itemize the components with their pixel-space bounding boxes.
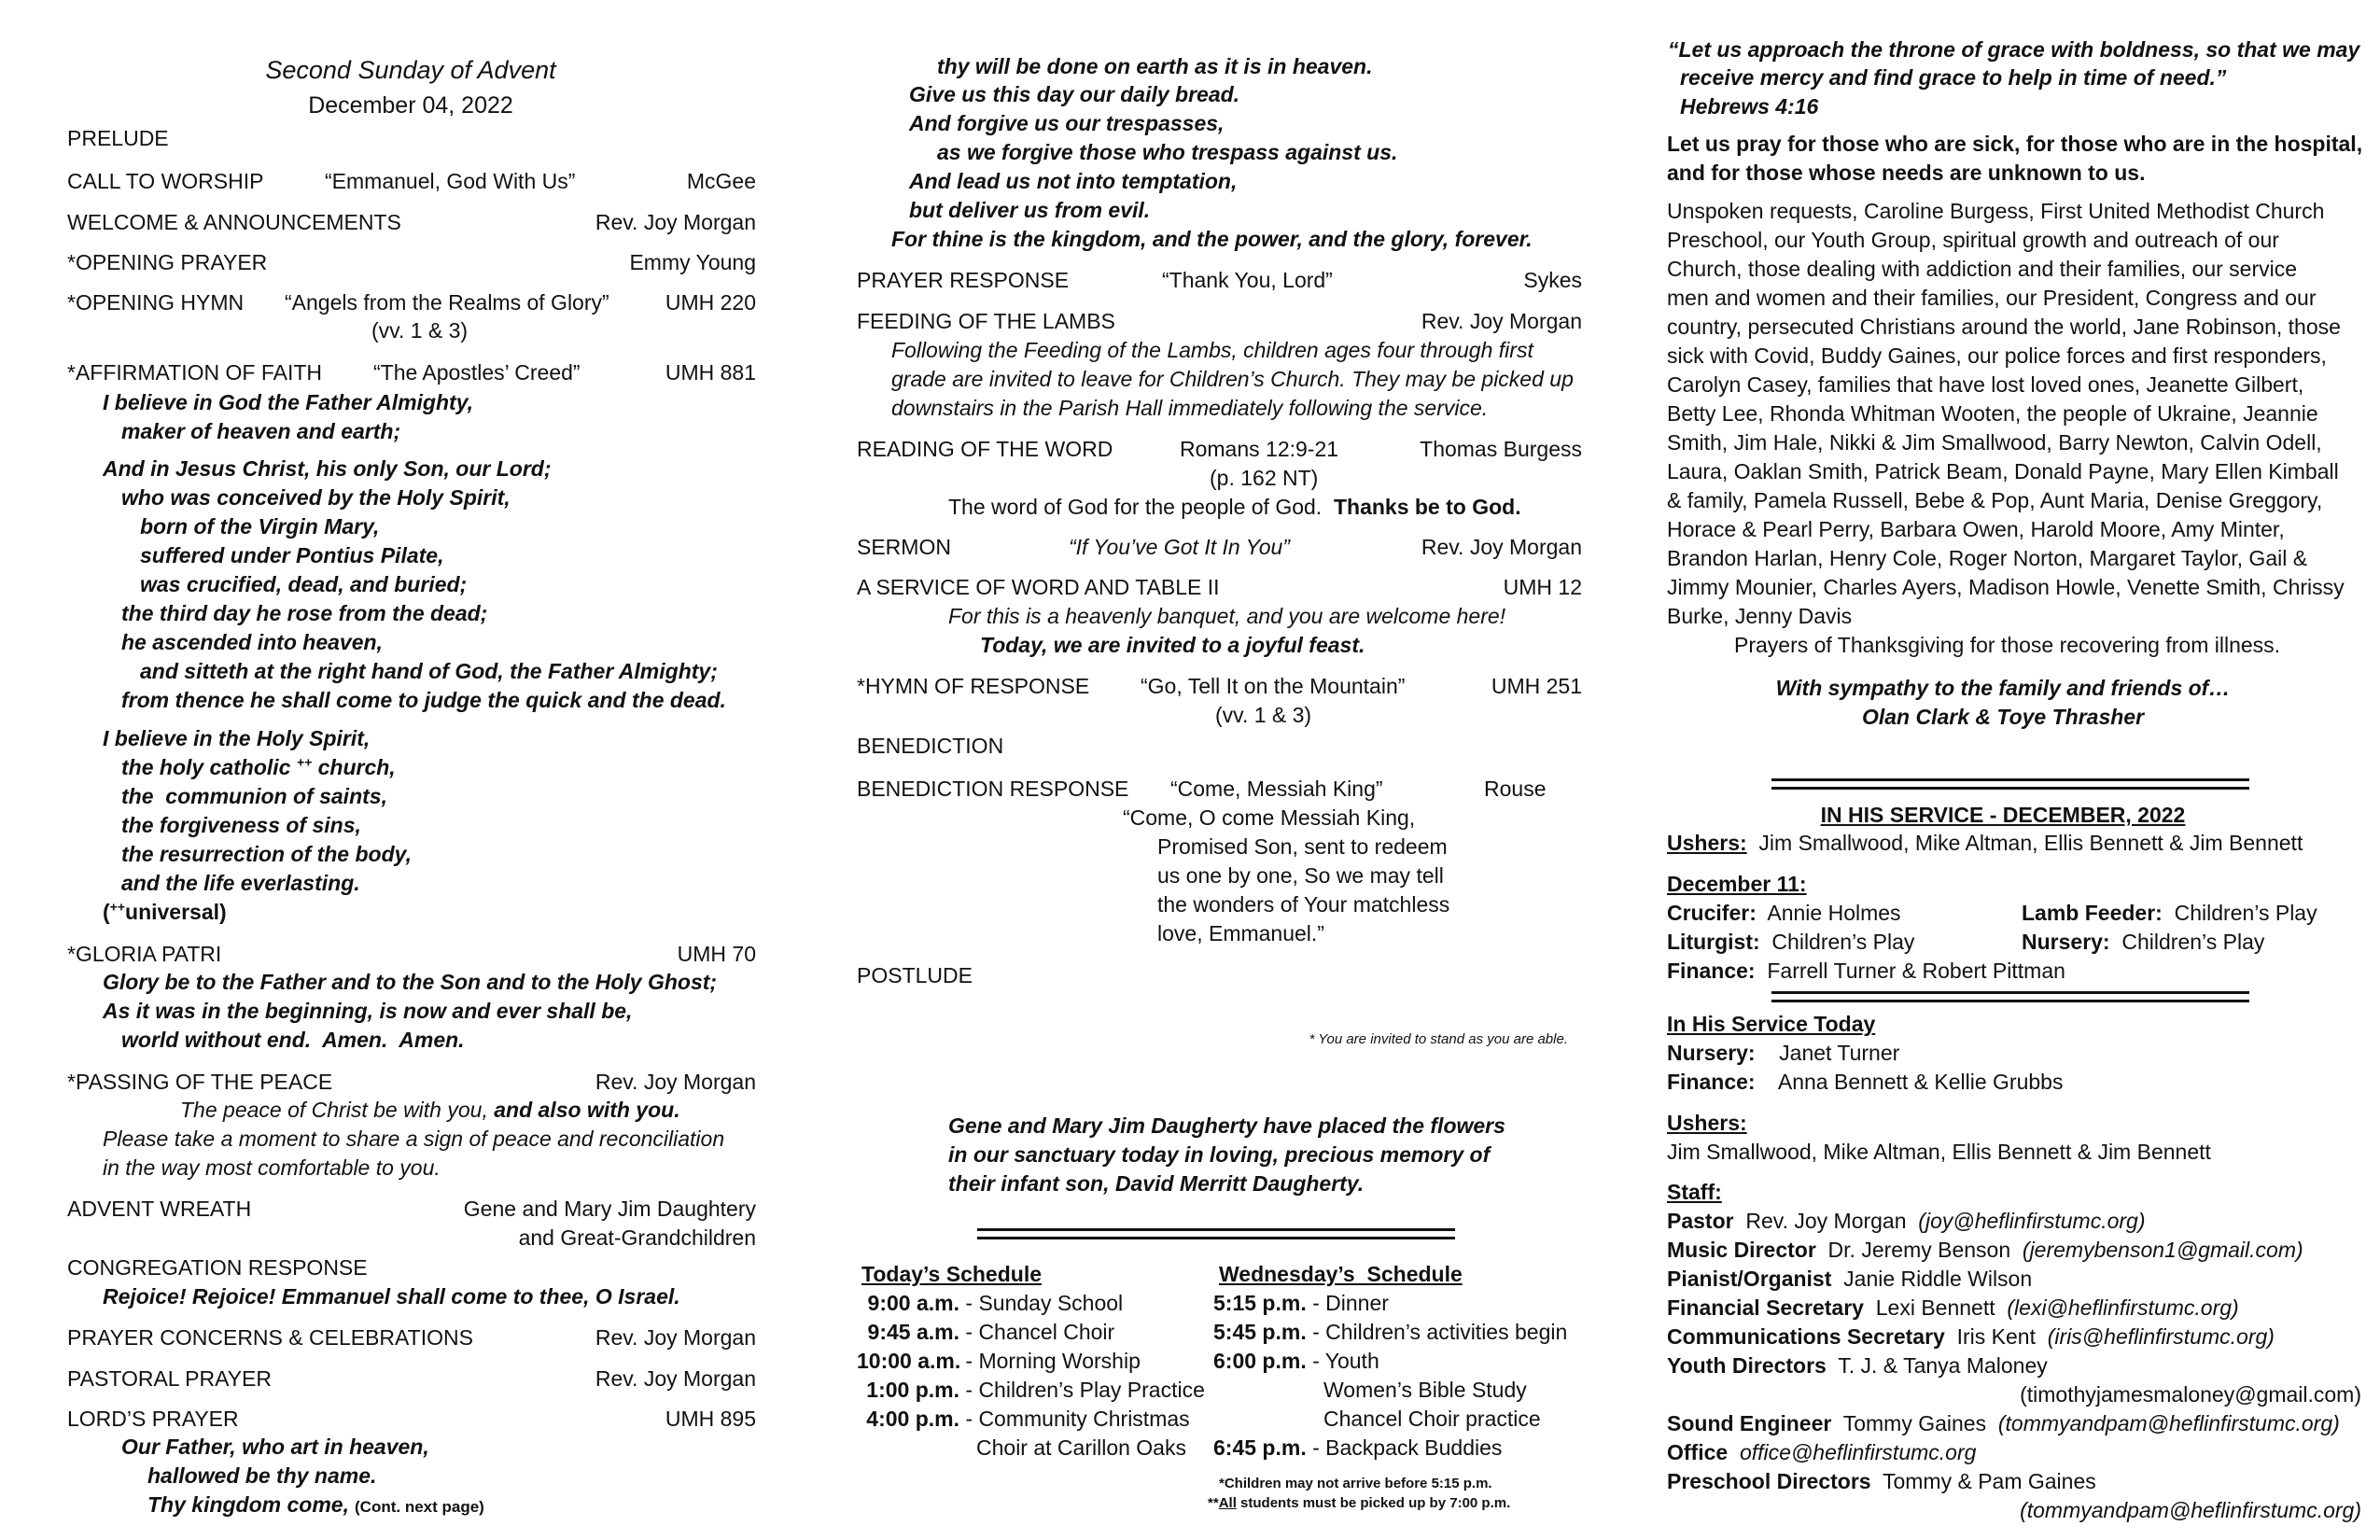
word-table-ref: UMH 12 bbox=[1503, 575, 1582, 599]
prelude-label: PRELUDE bbox=[67, 126, 169, 150]
prayer-request-line: & family, Pamela Russell, Bebe & Pop, Aunt Maria, Denise Greggory, bbox=[1667, 488, 2323, 512]
schedule-item: 4:00 p.m. - Community Christmas bbox=[866, 1407, 1190, 1431]
creed-line: I believe in God the Father Almighty, bbox=[103, 390, 474, 414]
congregation-response-text: Rejoice! Rejoice! Emmanuel shall come to thee, O Israel. bbox=[103, 1284, 680, 1309]
creed-line: the resurrection of the body, bbox=[121, 842, 412, 866]
prayer-response-title: “Thank You, Lord” bbox=[1162, 268, 1333, 292]
schedule-item: Women’s Bible Study bbox=[1323, 1378, 1527, 1402]
lords-prayer-line: hallowed be thy name. bbox=[147, 1463, 377, 1488]
lords-prayer-line: And forgive us our trespasses, bbox=[909, 111, 1225, 135]
prayer-request-line: Preschool, our Youth Group, spiritual growth and outreach of our bbox=[1667, 228, 2279, 252]
prayer-request-line: sick with Covid, Buddy Gaines, our police forces and first responders, bbox=[1667, 343, 2327, 368]
welcome-label: WELCOME & ANNOUNCEMENTS bbox=[67, 210, 401, 234]
schedule-item: 1:00 p.m. - Children’s Play Practice bbox=[866, 1378, 1205, 1402]
prayer-request-line: men and women and their families, our President, Congress and our bbox=[1667, 286, 2317, 310]
creed-line: And in Jesus Christ, his only Son, our Lord; bbox=[103, 456, 552, 481]
lamb-feeder-line: Lamb Feeder: Children’s Play bbox=[2022, 901, 2317, 925]
prayer-request-line: Smith, Jim Hale, Nikki & Jim Smallwood, Barry Newton, Calvin Odell, bbox=[1667, 430, 2322, 455]
reading-label: READING OF THE WORD bbox=[857, 437, 1113, 461]
hymn-response-verses: (vv. 1 & 3) bbox=[1215, 703, 1312, 727]
concerns-by: Rev. Joy Morgan bbox=[595, 1325, 756, 1350]
prayer-request-line: Unspoken requests, Caroline Burgess, First United Methodist Church bbox=[1667, 199, 2325, 223]
affirmation-label: *AFFIRMATION OF FAITH bbox=[67, 360, 323, 385]
finance-line: Finance: Farrell Turner & Robert Pittman bbox=[1667, 959, 2065, 983]
call-to-worship-title: “Emmanuel, God With Us” bbox=[325, 169, 576, 193]
opening-hymn-label: *OPENING HYMN bbox=[67, 290, 245, 315]
creed-line: born of the Virgin Mary, bbox=[140, 514, 380, 539]
affirmation-title: “The Apostles’ Creed” bbox=[373, 360, 581, 385]
creed-line: suffered under Pontius Pilate, bbox=[140, 543, 444, 567]
prayer-response-label: PRAYER RESPONSE bbox=[857, 268, 1070, 292]
prayer-request-line: Betty Lee, Rhonda Whitman Wooten, the people of Ukraine, Jeannie bbox=[1667, 401, 2318, 426]
creed-footnote: (++universal) bbox=[103, 899, 227, 924]
benediction-label: BENEDICTION bbox=[857, 734, 1004, 758]
nursery-line: Nursery: Children’s Play bbox=[2022, 930, 2265, 954]
benediction-response-line: the wonders of Your matchless bbox=[1157, 892, 1450, 917]
lords-prayer-line: as we forgive those who trespass against us. bbox=[937, 140, 1398, 164]
december-11-heading: December 11: bbox=[1667, 872, 1807, 896]
prayer-response-by: Sykes bbox=[1523, 268, 1582, 292]
hymn-response-title: “Go, Tell It on the Mountain” bbox=[1141, 674, 1406, 698]
feeding-lambs-text: downstairs in the Parish Hall immediately following the service. bbox=[891, 396, 1489, 420]
flowers-line: in our sanctuary today in loving, precious memory of bbox=[948, 1142, 1491, 1167]
advent-wreath-by: Gene and Mary Jim Daughtery bbox=[463, 1197, 756, 1221]
benediction-response-line: love, Emmanuel.” bbox=[1157, 921, 1324, 945]
ushers-line: Ushers: Jim Smallwood, Mike Altman, Ellis Bennett & Jim Bennett bbox=[1667, 831, 2303, 855]
flowers-line: their infant son, David Merritt Daugherty. bbox=[948, 1171, 1365, 1196]
reading-response: The word of God for the people of God. Thanks be to God. bbox=[948, 495, 1521, 519]
sympathy-line: Olan Clark & Toye Thrasher bbox=[1861, 705, 2145, 729]
creed-line: the communion of saints, bbox=[121, 784, 387, 808]
feeding-lambs-by: Rev. Joy Morgan bbox=[1421, 309, 1582, 333]
staff-line: Communications Secretary Iris Kent (iris@heflinfirstumc.org) bbox=[1667, 1324, 2275, 1349]
schedule-item: 5:45 p.m. - Children’s activities begin bbox=[1213, 1320, 1568, 1344]
continued-note: (Cont. next page) bbox=[355, 1498, 484, 1516]
bulletin-title: Second Sunday of Advent bbox=[265, 56, 556, 84]
staff-line: Financial Secretary Lexi Bennett (lexi@heflinfirstumc.org) bbox=[1667, 1295, 2239, 1320]
creed-line: was crucified, dead, and buried; bbox=[140, 572, 468, 596]
staff-line: Preschool Directors Tommy & Pam Gaines bbox=[1667, 1469, 2096, 1493]
opening-prayer-label: *OPENING PRAYER bbox=[67, 250, 268, 274]
lords-prayer-line: And lead us not into temptation, bbox=[909, 169, 1238, 193]
feeding-lambs-label: FEEDING OF THE LAMBS bbox=[857, 309, 1115, 333]
postlude-label: POSTLUDE bbox=[857, 963, 973, 987]
lords-prayer-line: thy will be done on earth as it is in heaven. bbox=[937, 54, 1373, 78]
sympathy-line: With sympathy to the family and friends of… bbox=[1775, 676, 2231, 700]
benediction-response-line: us one by one, So we may tell bbox=[1157, 863, 1444, 888]
prayer-request-line: Church, those dealing with addiction and their families, our service bbox=[1667, 257, 2298, 281]
benediction-response-by: Rouse bbox=[1484, 777, 1547, 801]
gloria-line: Glory be to the Father and to the Son and to the Holy Ghost; bbox=[103, 970, 718, 994]
service-today-heading: In His Service Today bbox=[1667, 1012, 1876, 1036]
congregation-response-label: CONGREGATION RESPONSE bbox=[67, 1255, 368, 1280]
opening-hymn-title: “Angels from the Realms of Glory” bbox=[285, 290, 609, 315]
verse-line: “Let us approach the throne of grace with boldness, so that we may bbox=[1668, 37, 2360, 62]
peace-note: in the way most comfortable to you. bbox=[103, 1155, 441, 1180]
wednesday-schedule-heading: Wednesday’s Schedule bbox=[1219, 1262, 1463, 1286]
creed-line: I believe in the Holy Spirit, bbox=[103, 726, 371, 750]
liturgist-line: Liturgist: Children’s Play bbox=[1667, 930, 1915, 954]
todays-schedule-heading: Today’s Schedule bbox=[861, 1262, 1042, 1286]
crucifer-line: Crucifer: Annie Holmes bbox=[1667, 901, 1901, 925]
ushers-heading: Ushers: bbox=[1667, 1111, 1747, 1135]
creed-line: maker of heaven and earth; bbox=[121, 419, 401, 443]
prayer-heading: Let us pray for those who are sick, for those who are in the hospital, bbox=[1667, 132, 2363, 156]
lords-prayer-line: For thine is the kingdom, and the power, and the glory, forever. bbox=[891, 227, 1533, 251]
affirmation-ref: UMH 881 bbox=[665, 360, 756, 385]
bulletin-date: December 04, 2022 bbox=[308, 92, 513, 119]
peace-note: Please take a moment to share a sign of peace and reconciliation bbox=[103, 1127, 725, 1151]
feeding-lambs-text: Following the Feeding of the Lambs, children ages four through first bbox=[891, 338, 1533, 362]
schedule-item: 6:00 p.m. - Youth bbox=[1213, 1349, 1379, 1373]
prayer-request-line: Brandon Harlan, Henry Cole, Roger Norton, Margaret Taylor, Gail & bbox=[1667, 546, 2308, 570]
prayer-request-line: Burke, Jenny Davis bbox=[1667, 604, 1853, 628]
prayer-request-line: country, persecuted Christians around the world, Jane Robinson, those bbox=[1667, 315, 2341, 339]
peace-text: The peace of Christ be with you, and also with you. bbox=[180, 1098, 680, 1122]
lords-prayer-line: Give us this day our daily bread. bbox=[909, 82, 1240, 106]
benediction-response-title: “Come, Messiah King” bbox=[1170, 777, 1383, 801]
word-table-text: Today, we are invited to a joyful feast. bbox=[980, 633, 1365, 657]
feeding-lambs-text: grade are invited to leave for Children’s Church. They may be picked up bbox=[891, 367, 1574, 391]
call-to-worship-label: CALL TO WORSHIP bbox=[67, 169, 264, 193]
ushers-list: Jim Smallwood, Mike Altman, Ellis Bennett & Jim Bennett bbox=[1667, 1140, 2211, 1164]
schedule-item: 9:45 a.m. - Chancel Choir bbox=[867, 1320, 1115, 1344]
verse-reference: Hebrews 4:16 bbox=[1680, 94, 1819, 119]
opening-hymn-ref: UMH 220 bbox=[665, 290, 756, 315]
preschool-email: (tommyandpam@heflinfirstumc.org) bbox=[2020, 1498, 2361, 1522]
sermon-by: Rev. Joy Morgan bbox=[1421, 535, 1582, 559]
creed-line: and the life everlasting. bbox=[121, 871, 360, 895]
children-arrival-note: *Children may not arrive before 5:15 p.m. bbox=[1219, 1476, 1492, 1491]
schedule-item-extra: Choir at Carillon Oaks bbox=[976, 1435, 1186, 1460]
reading-by: Thomas Burgess bbox=[1420, 437, 1582, 461]
prayer-request-line: Carolyn Casey, families that have lost loved ones, Jeanette Gilbert, bbox=[1667, 372, 2304, 397]
benediction-response-line: Promised Son, sent to redeem bbox=[1157, 834, 1448, 859]
divider bbox=[977, 1228, 1455, 1239]
prayer-request-line: Laura, Oaklan Smith, Patrick Beam, Donald Payne, Mary Ellen Kimball bbox=[1667, 459, 2339, 483]
gloria-ref: UMH 70 bbox=[677, 942, 756, 966]
creed-line: the third day he rose from the dead; bbox=[121, 601, 488, 625]
staff-heading: Staff: bbox=[1667, 1180, 1722, 1204]
youth-email: (timothyjamesmaloney@gmail.com) bbox=[2020, 1382, 2361, 1407]
schedule-item: 10:00 a.m. - Morning Worship bbox=[857, 1349, 1141, 1373]
pastoral-prayer-label: PASTORAL PRAYER bbox=[67, 1366, 272, 1391]
stand-note: * You are invited to stand as you are able. bbox=[1309, 1031, 1568, 1047]
sermon-label: SERMON bbox=[857, 535, 951, 559]
service-heading: IN HIS SERVICE - DECEMBER, 2022 bbox=[1820, 803, 2186, 827]
creed-line: who was conceived by the Holy Spirit, bbox=[121, 485, 511, 510]
lords-prayer-label: LORD’S PRAYER bbox=[67, 1407, 239, 1431]
creed-line: the forgiveness of sins, bbox=[121, 813, 361, 837]
staff-line: Music Director Dr. Jeremy Benson (jeremybenson1@gmail.com) bbox=[1667, 1238, 2303, 1262]
lords-prayer-line: Thy kingdom come, bbox=[147, 1492, 349, 1517]
schedule-item: 5:15 p.m. - Dinner bbox=[1213, 1291, 1389, 1315]
prayer-request-line: Jimmy Mounier, Charles Ayers, Madison Howle, Venette Smith, Chrissy bbox=[1667, 575, 2345, 599]
benediction-response-label: BENEDICTION RESPONSE bbox=[857, 777, 1129, 801]
concerns-label: PRAYER CONCERNS & CELEBRATIONS bbox=[67, 1325, 473, 1350]
advent-wreath-label: ADVENT WREATH bbox=[67, 1197, 252, 1221]
lords-prayer-line: Our Father, who art in heaven, bbox=[121, 1435, 429, 1459]
call-to-worship-by: McGee bbox=[686, 169, 756, 193]
word-table-label: A SERVICE OF WORD AND TABLE II bbox=[857, 575, 1220, 599]
benediction-response-line: “Come, O come Messiah King, bbox=[1123, 805, 1416, 830]
pastoral-prayer-by: Rev. Joy Morgan bbox=[595, 1366, 756, 1391]
reading-scripture: Romans 12:9-21 bbox=[1180, 437, 1339, 461]
divider bbox=[1771, 778, 2249, 790]
sermon-title: “If You’ve Got It In You” bbox=[1069, 535, 1290, 559]
pickup-note: **All students must be picked up by 7:00 p.m. bbox=[1208, 1495, 1511, 1511]
verse-line: receive mercy and find grace to help in time of need.” bbox=[1680, 65, 2227, 90]
advent-wreath-by2: and Great-Grandchildren bbox=[518, 1225, 756, 1250]
gloria-line: world without end. Amen. Amen. bbox=[121, 1028, 465, 1052]
hymn-response-label: *HYMN OF RESPONSE bbox=[857, 674, 1090, 698]
gloria-line: As it was in the beginning, is now and ever shall be, bbox=[103, 999, 633, 1023]
prayer-request-line: Horace & Pearl Perry, Barbara Owen, Harold Moore, Amy Minter, bbox=[1667, 517, 2285, 541]
flowers-line: Gene and Mary Jim Daugherty have placed the flowers bbox=[948, 1113, 1505, 1138]
divider bbox=[1771, 991, 2249, 1002]
schedule-item: 6:45 p.m. - Backpack Buddies bbox=[1213, 1435, 1503, 1460]
staff-line: Pianist/Organist Janie Riddle Wilson bbox=[1667, 1267, 2033, 1291]
prayer-heading: and for those whose needs are unknown to us. bbox=[1667, 161, 2146, 185]
creed-line: and sitteth at the right hand of God, the Father Almighty; bbox=[140, 659, 718, 683]
staff-line: Pastor Rev. Joy Morgan (joy@heflinfirstumc.org) bbox=[1667, 1209, 2146, 1233]
hymn-response-ref: UMH 251 bbox=[1491, 674, 1582, 698]
thanksgiving-line: Prayers of Thanksgiving for those recovering from illness. bbox=[1734, 633, 2281, 657]
welcome-by: Rev. Joy Morgan bbox=[595, 210, 756, 234]
schedule-item: Chancel Choir practice bbox=[1323, 1407, 1541, 1431]
staff-line: Office office@heflinfirstumc.org bbox=[1667, 1440, 1977, 1464]
today-nursery-line: Nursery: Janet Turner bbox=[1667, 1041, 1900, 1065]
creed-line: the holy catholic ++ church, bbox=[121, 754, 396, 779]
opening-hymn-verses: (vv. 1 & 3) bbox=[371, 318, 469, 343]
gloria-label: *GLORIA PATRI bbox=[67, 942, 222, 966]
opening-prayer-by: Emmy Young bbox=[629, 250, 756, 274]
today-finance-line: Finance: Anna Bennett & Kellie Grubbs bbox=[1667, 1070, 2064, 1094]
word-table-text: For this is a heavenly banquet, and you are welcome here! bbox=[948, 604, 1506, 628]
creed-line: from thence he shall come to judge the quick and the dead. bbox=[121, 688, 726, 712]
staff-line: Youth Directors T. J. & Tanya Maloney bbox=[1667, 1353, 2048, 1378]
schedule-item: 9:00 a.m. - Sunday School bbox=[867, 1291, 1124, 1315]
peace-label: *PASSING OF THE PEACE bbox=[67, 1070, 333, 1094]
creed-line: he ascended into heaven, bbox=[121, 630, 383, 654]
lords-prayer-ref: UMH 895 bbox=[665, 1407, 756, 1431]
reading-page: (p. 162 NT) bbox=[1210, 466, 1319, 490]
staff-line: Sound Engineer Tommy Gaines (tommyandpam@heflinfirstumc.org) bbox=[1667, 1411, 2340, 1435]
lords-prayer-line: but deliver us from evil. bbox=[909, 198, 1151, 222]
peace-by: Rev. Joy Morgan bbox=[595, 1070, 756, 1094]
